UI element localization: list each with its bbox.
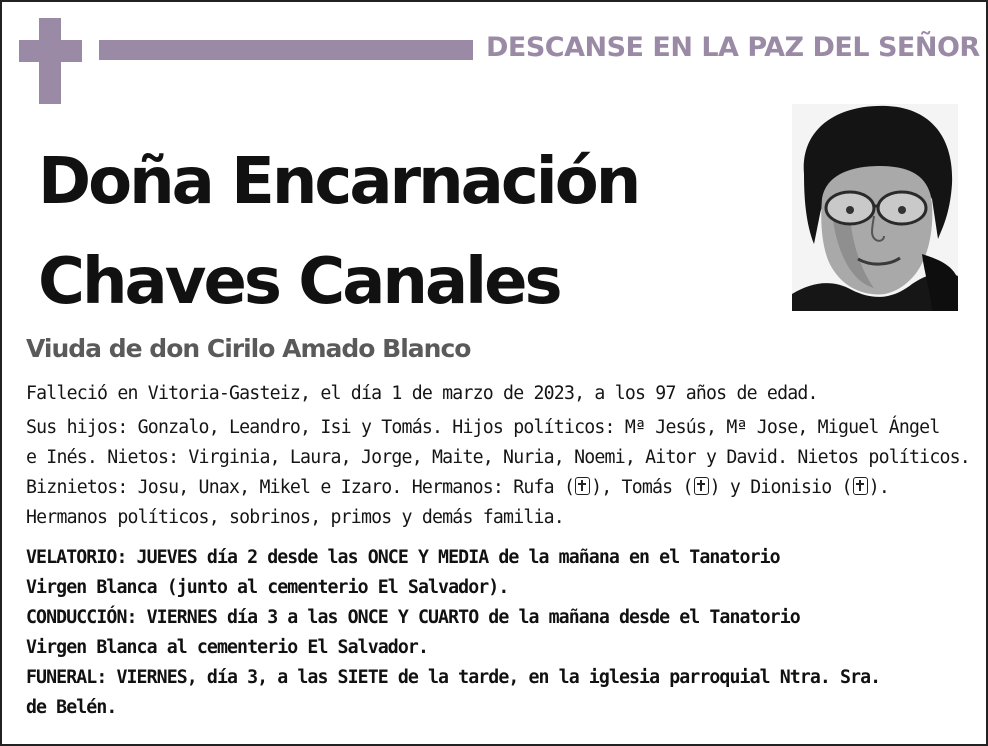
family-line-3-a: Biznietos: Josu, Unax, Mikel e Izaro. Hermanos: Rufa ( [26,477,575,498]
cross-box-icon [853,477,868,495]
portrait-photo [792,104,958,311]
service-line-5: FUNERAL: VIERNES, día 3, a las SIETE de la tarde, en la iglesia parroquial Ntra. Sra. [26,667,881,688]
service-line-2: Virgen Blanca (junto al cementerio El Salvador). [26,577,509,598]
service-line-1: VELATORIO: JUEVES día 2 desde las ONCE Y MEDIA de la mañana en el Tanatorio [26,547,780,568]
family-line-3 [26,473,961,503]
name-line-1: Doña Encarnación [38,145,639,219]
portrait-image [792,104,958,311]
name-line-2: Chaves Canales [38,245,560,319]
family-line-3-c: ) y Dionisio ( [709,477,852,498]
service-line-4: Virgen Blanca al cementerio El Salvador. [26,637,428,658]
family-line-3-b: ), Tomás ( [591,477,693,498]
service-line-3: CONDUCCIÓN: VIERNES día 3 a las ONCE Y CUARTO de la mañana desde el Tanatorio [26,607,800,628]
cross-box-icon [575,477,590,495]
family-line-1: Sus hijos: Gonzalo, Leandro, Isi y Tomás. Hijos políticos: Mª Jesús, Mª Jose, Miguel Ángel [26,417,940,438]
family-line-3-d: ). [868,477,890,498]
death-notice: Falleció en Vitoria-Gasteiz, el día 1 de marzo de 2023, a los 97 años de edad. [26,383,818,404]
family-line-4: Hermanos políticos, sobrinos, primos y demás familia. [26,507,564,528]
service-line-6: de Belén. [26,697,117,718]
services-paragraph [26,543,961,723]
family-line-2: e Inés. Nietos: Virginia, Laura, Jorge, Maite, Nuria, Noemi, Aitor y David. Nietos políticos. [26,447,970,468]
cross-icon-bar [19,40,82,62]
cross-box-icon [694,477,709,495]
family-paragraph [26,413,970,533]
deceased-name [38,132,638,332]
header-band [99,40,473,60]
widow-subtitle: Viuda de don Cirilo Amado Blanco [26,334,471,363]
header-title: DESCANSE EN LA PAZ DEL SEÑOR [486,32,980,63]
